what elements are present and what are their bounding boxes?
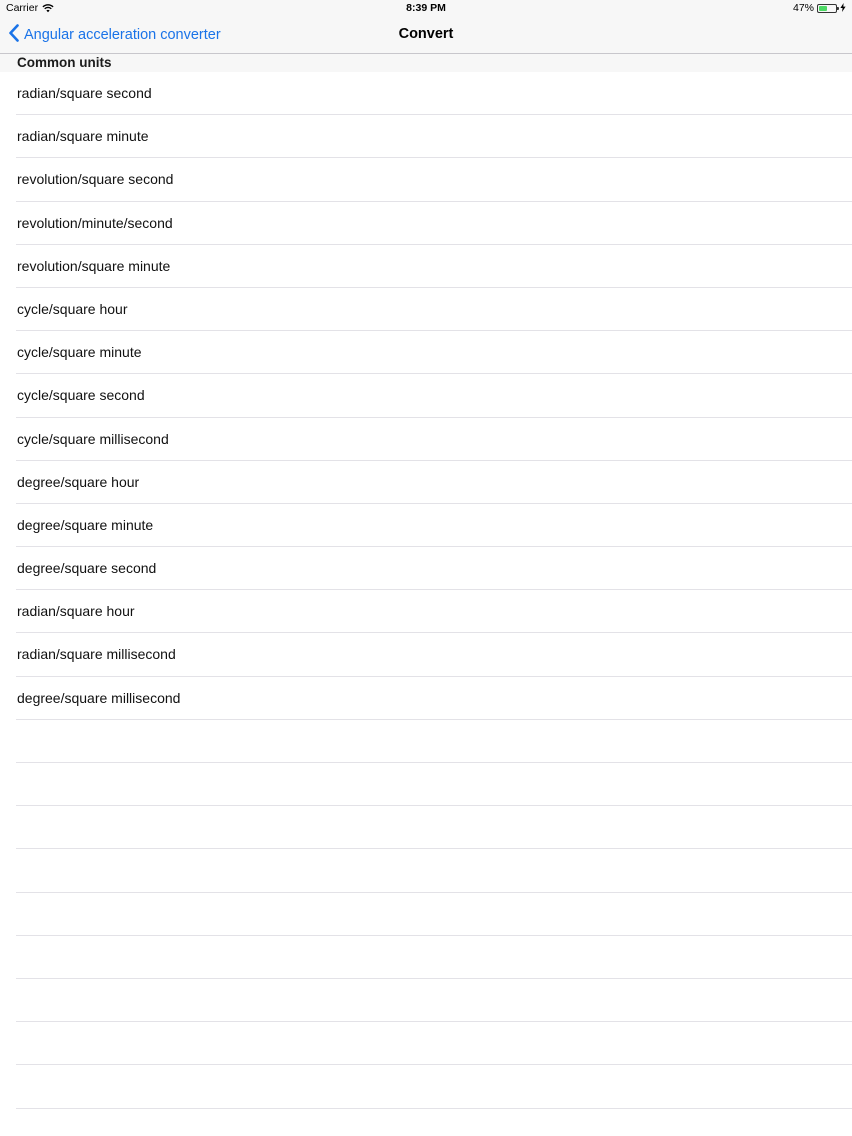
list-item[interactable] [0, 461, 852, 504]
unit-list [0, 72, 852, 1136]
list-item[interactable] [0, 115, 852, 158]
carrier-label: Carrier [6, 2, 39, 14]
list-item[interactable] [0, 202, 852, 245]
battery-icon [817, 4, 837, 13]
list-item[interactable] [0, 633, 852, 676]
list-item[interactable] [0, 374, 852, 417]
list-item[interactable] [0, 677, 852, 720]
list-item-label: degree/square hour [17, 473, 140, 490]
list-item-label: cycle/square hour [17, 300, 128, 317]
battery-percent: 47% [792, 2, 814, 14]
list-item[interactable] [0, 504, 852, 547]
list-item[interactable] [0, 245, 852, 288]
empty-row [0, 720, 852, 763]
navigation-bar [0, 18, 852, 53]
list-item-label: cycle/square minute [17, 344, 142, 361]
list-item-label: radian/square hour [17, 603, 135, 620]
top-chrome [0, 0, 852, 54]
bolt-icon [840, 3, 846, 14]
empty-row [0, 936, 852, 979]
page-title: Convert [398, 26, 454, 42]
empty-row [0, 763, 852, 806]
status-time: 8:39 PM [406, 2, 446, 14]
list-item[interactable] [0, 331, 852, 374]
list-item[interactable] [0, 590, 852, 633]
section-header-label: Common units [17, 55, 112, 70]
list-item-label: revolution/minute/second [17, 214, 173, 231]
list-item-label: radian/square millisecond [17, 646, 176, 663]
back-button-label: Angular acceleration converter [24, 27, 221, 43]
list-item-label: cycle/square second [17, 387, 145, 404]
list-item-label: degree/square second [17, 560, 157, 577]
empty-row [0, 1022, 852, 1065]
list-item[interactable] [0, 158, 852, 201]
list-item-label: revolution/square second [17, 171, 174, 188]
battery-level [819, 6, 827, 11]
list-item-label: revolution/square minute [17, 257, 171, 274]
status-bar [0, 0, 852, 18]
empty-row [0, 849, 852, 892]
list-item-label: degree/square millisecond [17, 689, 181, 706]
list-item-label: radian/square minute [17, 128, 149, 145]
list-item[interactable] [0, 418, 852, 461]
empty-row [0, 806, 852, 849]
list-item-label: radian/square second [17, 85, 152, 101]
list-item[interactable] [0, 288, 852, 331]
list-item[interactable] [0, 547, 852, 590]
battery-tip [837, 7, 839, 10]
list-item-label: degree/square minute [17, 516, 154, 533]
list-item-label: cycle/square millisecond [17, 430, 169, 447]
list-item[interactable] [0, 72, 852, 115]
empty-row [0, 893, 852, 936]
status-right [793, 2, 846, 14]
empty-row [0, 1109, 852, 1136]
section-header [0, 54, 852, 72]
empty-row [0, 1065, 852, 1108]
empty-row [0, 979, 852, 1022]
